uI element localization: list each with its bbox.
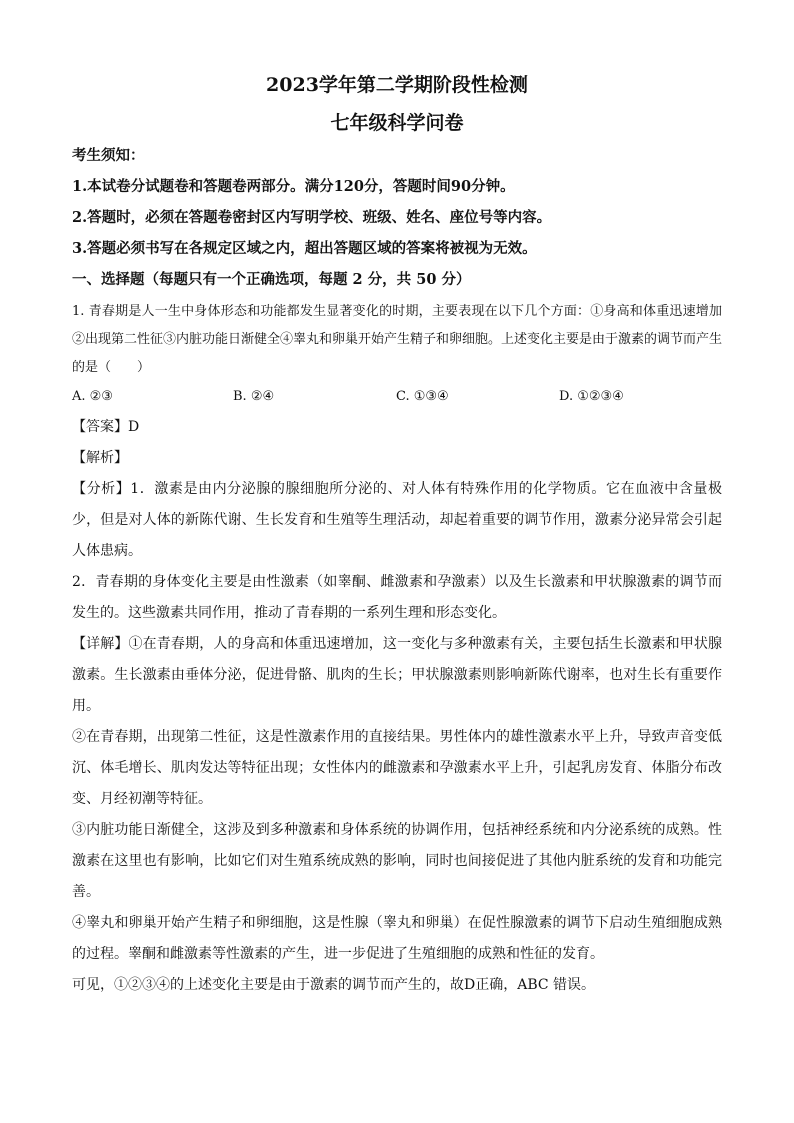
conclusion-paragraph: 可见，①②③④的上述变化主要是由于激素的调节而产生的，故D正确，ABC 错误。 (72, 977, 596, 993)
notice-item: 2.答题时，必须在答题卷密封区内写明学校、班级、姓名、座位号等内容。 (72, 209, 552, 226)
exam-subtitle: 七年级科学问卷 (330, 112, 464, 134)
section-heading: 一、选择题（每题只有一个正确选项，每题 2 分，共 50 分） (72, 271, 471, 288)
notice-heading: 考生须知： (72, 147, 145, 164)
analysis-paragraph: 2．青春期的身体变化主要是由性激素（如睾酮、雌激素和孕激素）以及生长激素和甲状腺激素的调节而发生的。这些激素共同作用，推动了青春期的一系列生理和形态变化。 (72, 574, 722, 621)
detail-paragraph: ②在青春期，出现第二性征，这是性激素作用的直接结果。男性体内的雄性激素水平上升，导致声音变低沉、体毛增长、肌肉发达等特征出现；女性体内的雌激素和孕激素水平上升，引起乳房发育、体脂分布改变、月经初潮等特征。 (72, 729, 722, 807)
detail-paragraph: ③内脏功能日渐健全，这涉及到多种激素和身体系统的协调作用，包括神经系统和内分泌系统的成熟。性激素在这里也有影响，比如它们对生殖系统成熟的影响，同时也间接促进了其他内脏系统的发育和功能完善。 (72, 822, 722, 900)
option-c: C. ①③④ (396, 389, 449, 404)
notice-item: 1.本试卷分试题卷和答题卷两部分。满分120分，答题时间90分钟。 (72, 178, 515, 195)
detail-paragraph: 【详解】①在青春期，人的身高和体重迅速增加，这一变化与多种激素有关，主要包括生长激素和甲状腺激素。生长激素由垂体分泌，促进骨骼、肌肉的生长；甲状腺激素则影响新陈代谢率，也对生长有重要作用。 (72, 636, 722, 714)
exam-title: 2023学年第二学期阶段性检测 (266, 74, 528, 96)
analysis-paragraph: 【分析】1．激素是由内分泌腺的腺细胞所分泌的、对人体有特殊作用的化学物质。它在血液中含量极少，但是对人体的新陈代谢、生长发育和生殖等生理活动，却起着重要的调节作用，激素分泌异常会引起人体患病。 (72, 481, 722, 559)
option-d: D. ①②③④ (559, 389, 624, 404)
notice-item: 3.答题必须书写在各规定区域之内，超出答题区域的答案将被视为无效。 (72, 240, 537, 257)
detail-paragraph: ④睾丸和卵巢开始产生精子和卵细胞，这是性腺（睾丸和卵巢）在促性腺激素的调节下启动生殖细胞成熟的过程。睾酮和雌激素等性激素的产生，进一步促进了生殖细胞的成熟和性征的发育。 (72, 915, 722, 962)
answer-label: 【答案】D (72, 419, 140, 435)
question-options (72, 382, 722, 412)
analysis-label: 【解析】 (72, 450, 128, 466)
question-stem: 1. 青春期是人一生中身体形态和功能都发生显著变化的时期，主要表现在以下几个方面：①身高和体重迅速增加②出现第二性征③内脏功能日渐健全④睾丸和卵巢开始产生精子和卵细胞。上述变化主要是由于激素的调节而产生的是（ ） (72, 304, 723, 375)
option-b: B. ②④ (233, 389, 275, 404)
option-a: A. ②③ (72, 389, 113, 404)
